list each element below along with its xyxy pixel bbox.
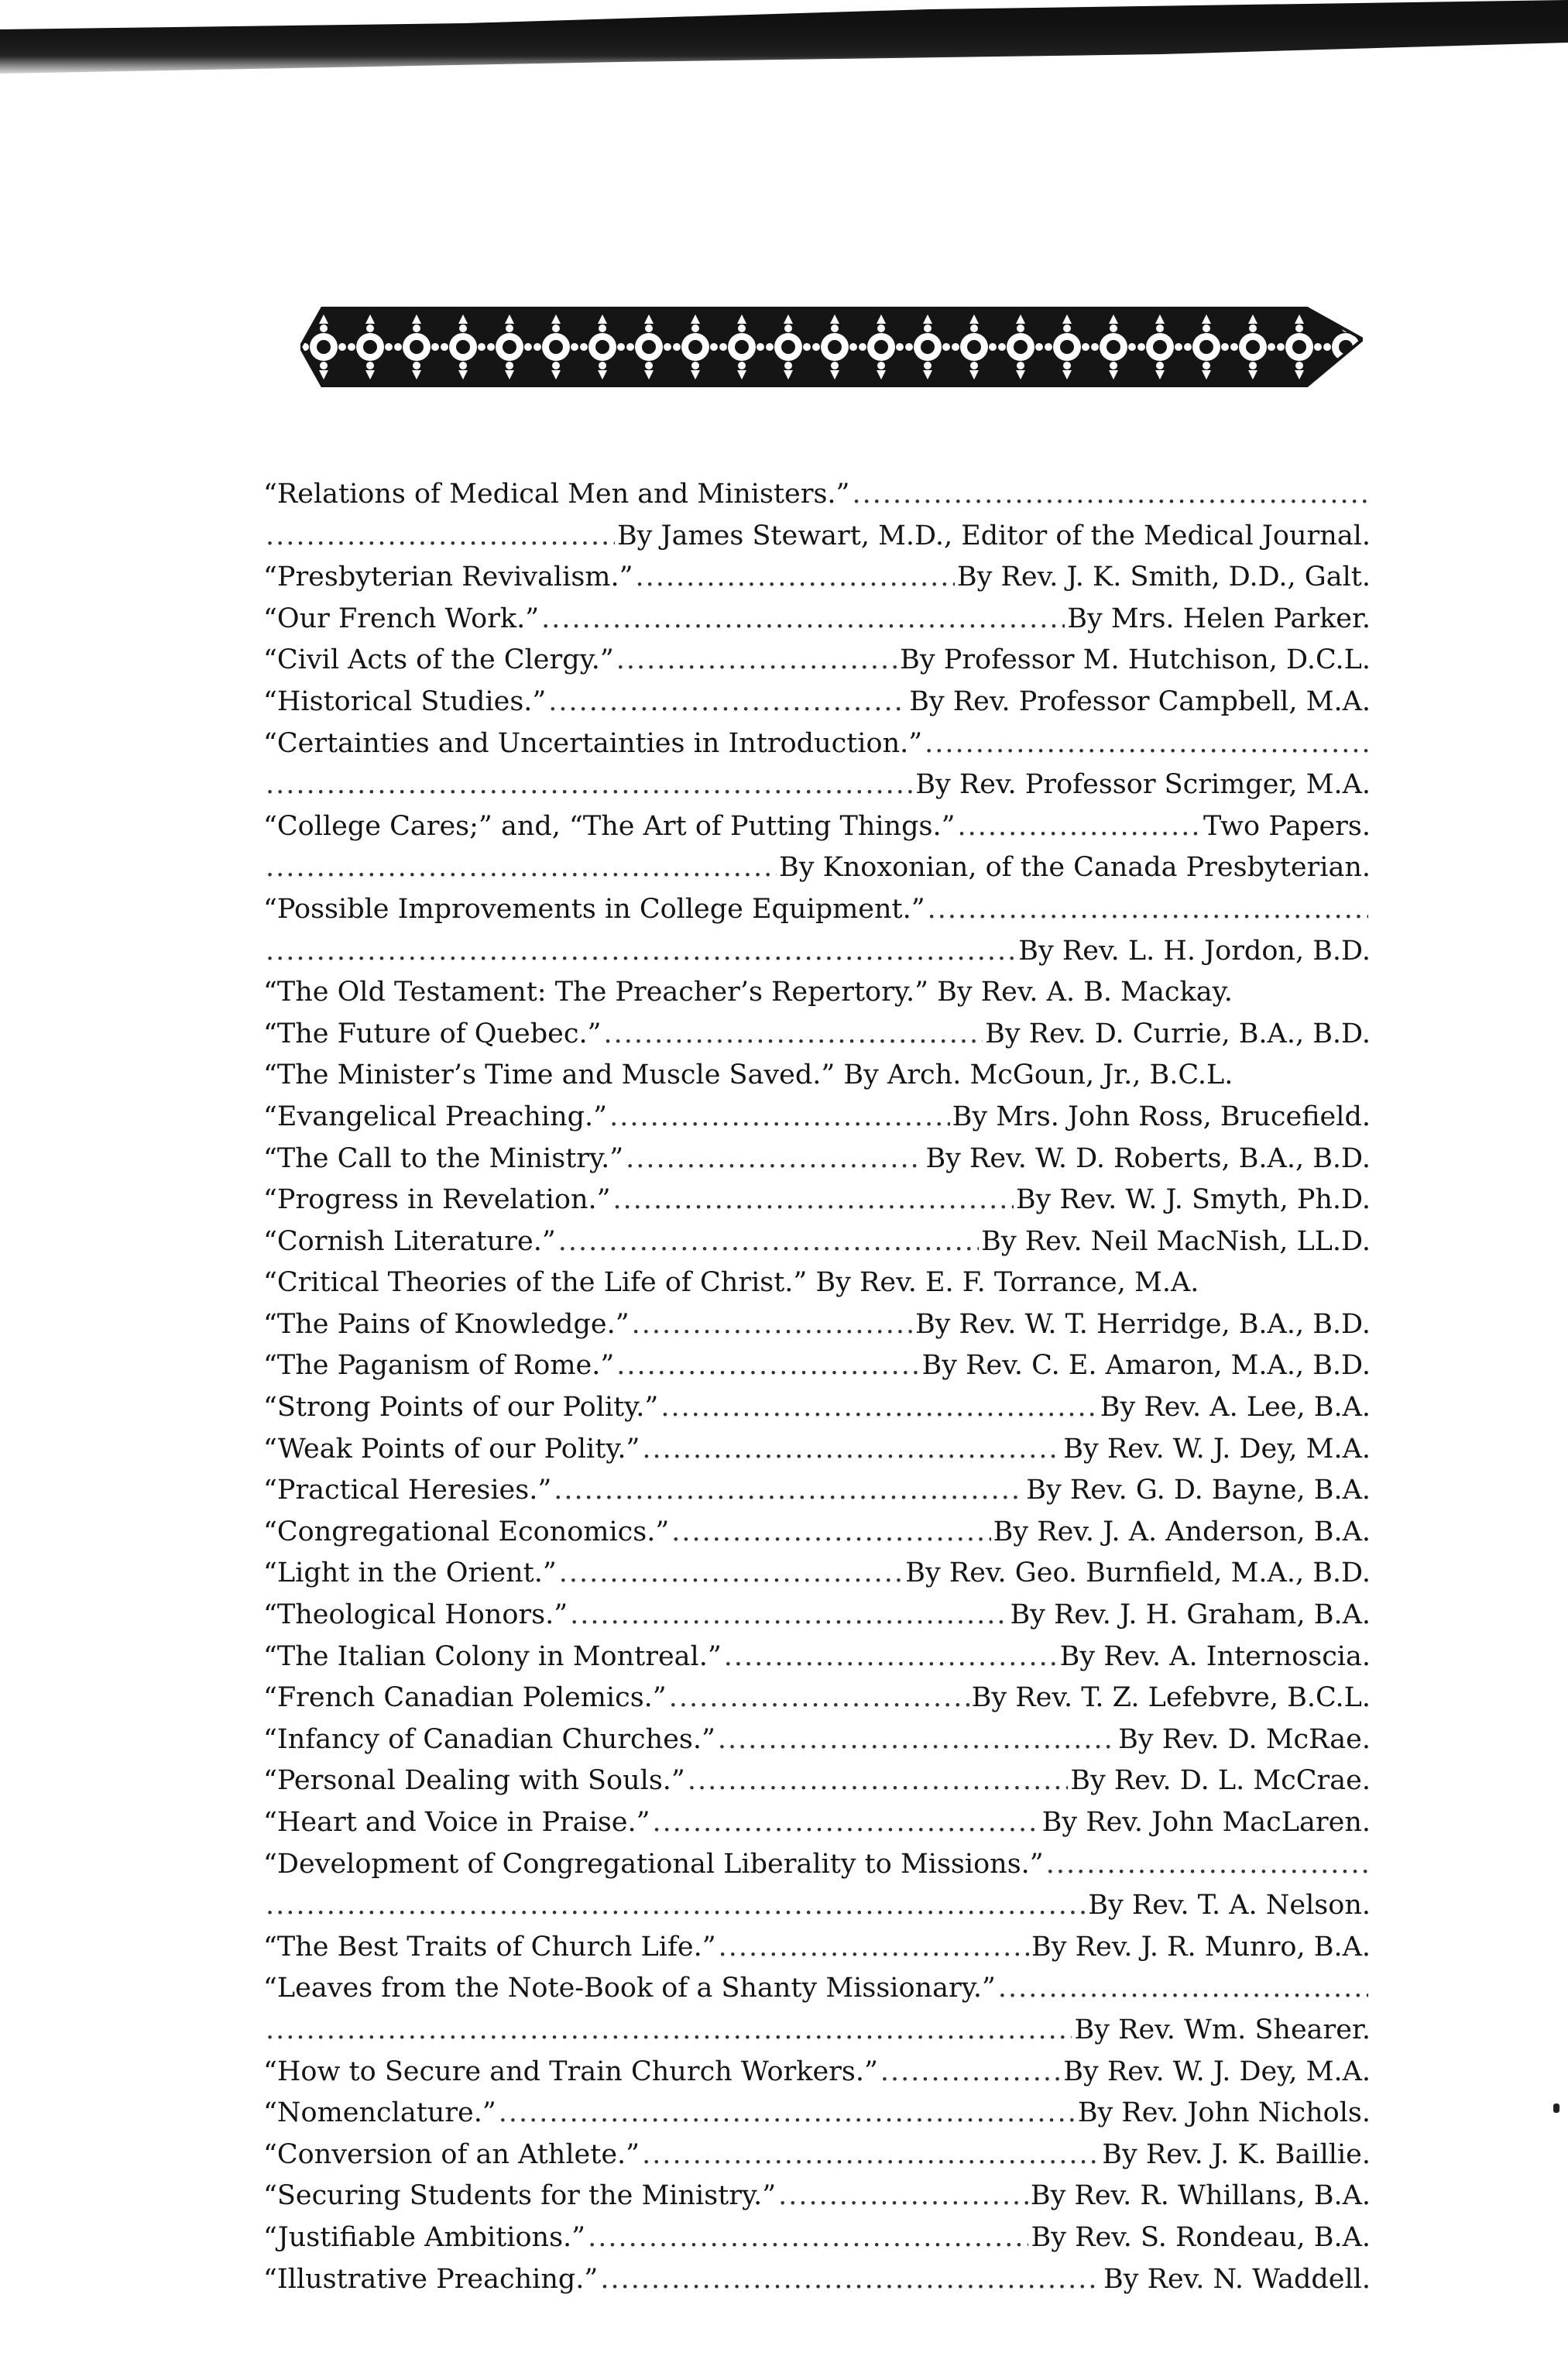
list-item: “Theological Honors.” ..... By Rev. J. H. Graham, B.A. <box>263 1595 1371 1636</box>
list-item: “Progress in Revelation.” ..... By Rev. W. J. Smyth, Ph.D. <box>263 1180 1371 1221</box>
scan-speck <box>1553 2104 1559 2113</box>
list-item: “Critical Theories of the Life of Christ.” By Rev. E. F. Torrance, M.A. <box>263 1267 1199 1299</box>
list-item: ..... By Rev. T. A. Nelson. <box>263 1885 1371 1927</box>
list-item: “Practical Heresies.” ..... By Rev. G. D. Bayne, B.A. <box>263 1470 1371 1512</box>
list-item: “Infancy of Canadian Churches.” ..... By Rev. D. McRae. <box>263 1719 1371 1761</box>
list-item: “Strong Points of our Polity.” ..... By Rev. A. Lee, B.A. <box>263 1387 1371 1429</box>
list-item: “Presbyterian Revivalism.” ..... By Rev. J. K. Smith, D.D., Galt. <box>263 557 1371 599</box>
list-item: “Congregational Economics.” ..... By Rev. J. A. Anderson, B.A. <box>263 1512 1371 1554</box>
list-item: “Weak Points of our Polity.” ..... By Rev. W. J. Dey, M.A. <box>263 1429 1371 1471</box>
list-item: “Personal Dealing with Souls.” ..... By Rev. D. L. McCrae. <box>263 1760 1371 1802</box>
list-item: “Illustrative Preaching.” ..... By Rev. N. Waddell. <box>263 2259 1371 2301</box>
list-item: “Nomenclature.” ..... By Rev. John Nichols. <box>263 2093 1371 2134</box>
list-item: “Justifiable Ambitions.” ..... By Rev. S. Rondeau, B.A. <box>263 2217 1371 2259</box>
ornamental-header-band <box>300 293 1363 401</box>
list-item: “The Future of Quebec.” ..... By Rev. D. Currie, B.A., B.D. <box>263 1014 1371 1056</box>
list-item: “Evangelical Preaching.” ..... By Mrs. John Ross, Brucefield. <box>263 1097 1371 1138</box>
list-item: “Cornish Literature.” ..... By Rev. Neil MacNish, LL.D. <box>263 1221 1371 1263</box>
list-item: “The Pains of Knowledge.” ..... By Rev. W. T. Herridge, B.A., B.D. <box>263 1304 1371 1346</box>
list-item: “College Cares;” and, “The Art of Putting Things.” ..... Two Papers. <box>263 806 1371 848</box>
list-item: “The Call to the Ministry.” ..... By Rev. W. D. Roberts, B.A., B.D. <box>263 1138 1371 1180</box>
list-item: “The Old Testament: The Preacher’s Repertory.” By Rev. A. B. Mackay. <box>263 977 1233 1008</box>
list-item: ..... By Rev. Professor Scrimger, M.A. <box>263 764 1371 806</box>
list-item: “Historical Studies.” ..... By Rev. Professor Campbell, M.A. <box>263 682 1371 723</box>
list-item: “Relations of Medical Men and Ministers.” ..... <box>263 474 1371 516</box>
list-item: “How to Secure and Train Church Workers.” ..... By Rev. W. J. Dey, M.A. <box>263 2052 1371 2093</box>
list-item: “Civil Acts of the Clergy.” ..... By Professor M. Hutchison, D.C.L. <box>263 640 1371 682</box>
list-item: “Heart and Voice in Praise.” ..... By Rev. John MacLaren. <box>263 1802 1371 1844</box>
list-item: ..... By Rev. L. H. Jordon, B.D. <box>263 931 1371 973</box>
list-item: “Leaves from the Note-Book of a Shanty Missionary.” ..... <box>263 1968 1371 2010</box>
list-item: ..... By Knoxonian, of the Canada Presbyterian. <box>263 847 1371 889</box>
list-item: “Conversion of an Athlete.” ..... By Rev. J. K. Baillie. <box>263 2134 1371 2176</box>
list-item: “Our French Work.” ..... By Mrs. Helen Parker. <box>263 599 1371 641</box>
list-item: “Development of Congregational Liberality to Missions.” ..... <box>263 1844 1371 1886</box>
list-item: “Possible Improvements in College Equipment.” ..... <box>263 889 1371 931</box>
list-item: “The Italian Colony in Montreal.” ..... By Rev. A. Internoscia. <box>263 1636 1371 1678</box>
scan-edge-shadow <box>0 0 1568 77</box>
list-item: ..... By Rev. Wm. Shearer. <box>263 2010 1371 2052</box>
list-item: “Certainties and Uncertainties in Introduction.” ..... <box>263 723 1371 765</box>
list-item: ..... By James Stewart, M.D., Editor of the Medical Journal. <box>263 516 1371 558</box>
list-item: “Light in the Orient.” ..... By Rev. Geo. Burnfield, M.A., B.D. <box>263 1553 1371 1595</box>
list-item: “The Minister’s Time and Muscle Saved.” By Arch. McGoun, Jr., B.C.L. <box>263 1059 1233 1091</box>
list-item: “French Canadian Polemics.” ..... By Rev. T. Z. Lefebvre, B.C.L. <box>263 1678 1371 1719</box>
list-item: “The Paganism of Rome.” ..... By Rev. C. E. Amaron, M.A., B.D. <box>263 1345 1371 1387</box>
list-item: “The Best Traits of Church Life.” ..... By Rev. J. R. Munro, B.A. <box>263 1927 1371 1969</box>
list-item: “Securing Students for the Ministry.” ..... By Rev. R. Whillans, B.A. <box>263 2176 1371 2217</box>
contents-list <box>263 474 1371 2300</box>
